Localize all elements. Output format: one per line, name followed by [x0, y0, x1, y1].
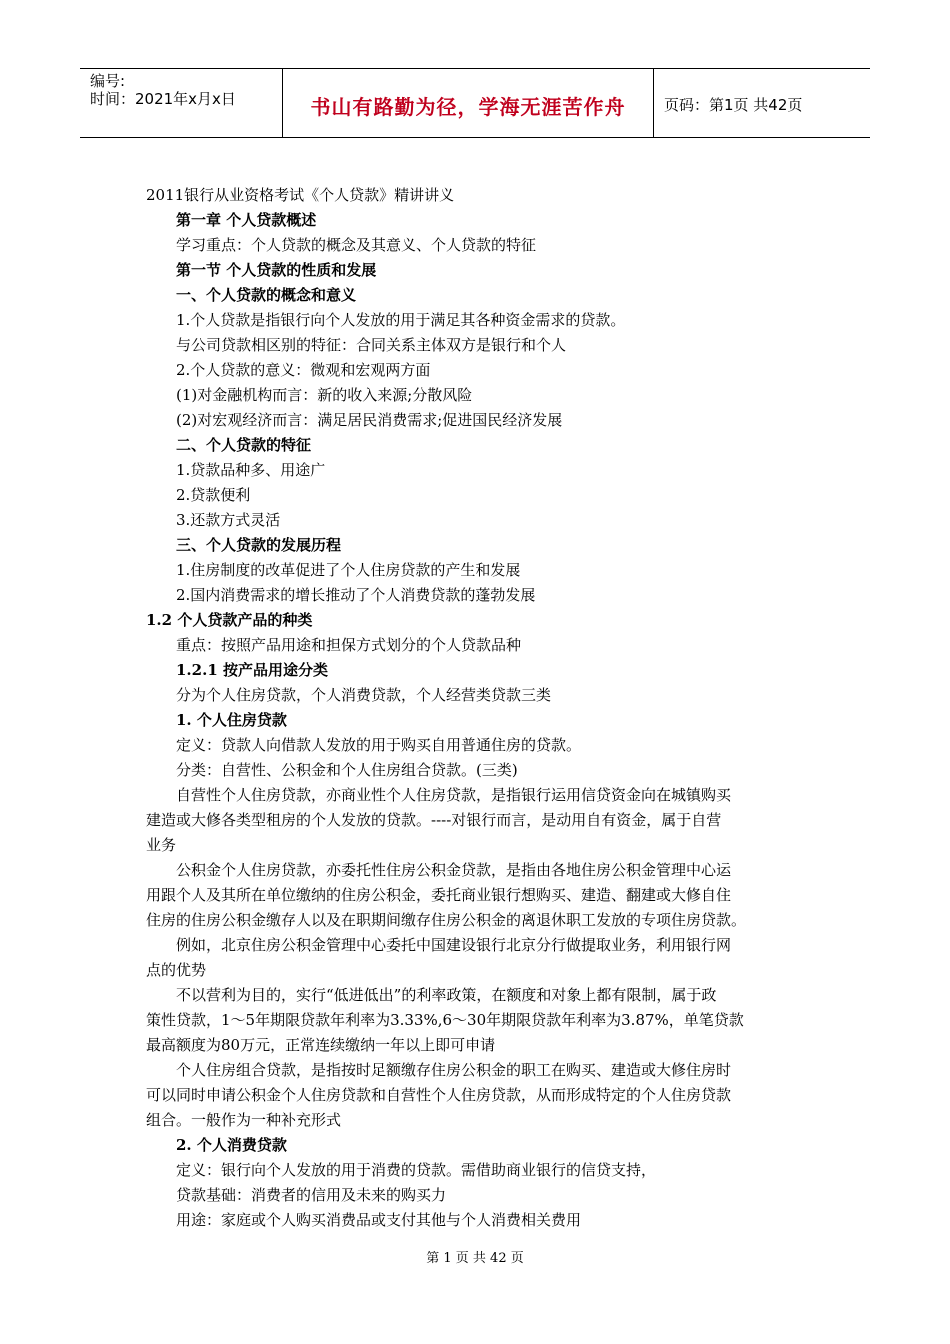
text-line: 2.贷款便利: [176, 486, 251, 504]
text-line: 自营性个人住房贷款，亦商业性个人住房贷款，是指银行运用信贷资金向在城镇购买: [176, 786, 732, 804]
text-line: 定义：贷款人向借款人发放的用于购买自用普通住房的贷款。: [176, 736, 582, 754]
text-line: 用途：家庭或个人购买消费品或支付其他与个人消费相关费用: [176, 1211, 582, 1229]
text-line: 建造或大修各类型租房的个人发放的贷款。----对银行而言，是动用自有资金，属于自营: [146, 811, 722, 829]
text-line: 例如，北京住房公积金管理中心委托中国建设银行北京分行做提取业务，利用银行网: [176, 936, 732, 954]
text-line: 住房的住房公积金缴存人以及在职期间缴存住房公积金的离退休职工发放的专项住房贷款。: [146, 911, 747, 929]
section-heading: 1. 个人住房贷款: [176, 711, 287, 729]
text-line: 3.还款方式灵活: [176, 511, 281, 529]
text-line: 组合。一般作为一种补充形式: [146, 1111, 342, 1129]
text-line: 2.个人贷款的意义：微观和宏观两方面: [176, 361, 431, 379]
text-line: 1.住房制度的改革促进了个人住房贷款的产生和发展: [176, 561, 521, 579]
text-line: 2.国内消费需求的增长推动了个人消费贷款的蓬勃发展: [176, 586, 536, 604]
document-body: [146, 183, 810, 1233]
text-line: 点的优势: [146, 961, 207, 979]
text-line: 最高额度为80万元，正常连续缴纳一年以上即可申请: [146, 1036, 496, 1054]
text-line: 策性贷款，1～5年期限贷款年利率为3.33%,6～30年期限贷款年利率为3.87%，单笔贷款: [146, 1011, 744, 1029]
text-line: 重点：按照产品用途和担保方式划分的个人贷款品种: [176, 636, 522, 654]
text-line: (1)对金融机构而言：新的收入来源;分散风险: [176, 386, 473, 404]
text-line: 公积金个人住房贷款，亦委托性住房公积金贷款，是指由各地住房公积金管理中心运: [176, 861, 732, 879]
page-header: [80, 68, 870, 138]
text-line: 1.贷款品种多、用途广: [176, 461, 326, 479]
header-meta-cell: [80, 69, 283, 137]
text-line: 分类：自营性、公积金和个人住房组合贷款。(三类): [176, 761, 518, 779]
header-motto-cell: [283, 69, 654, 137]
text-line: 学习重点：个人贷款的概念及其意义、个人贷款的特征: [176, 236, 537, 254]
text-line: 业务: [146, 836, 177, 854]
text-line: 与公司贷款相区别的特征：合同关系主体双方是银行和个人: [176, 336, 567, 354]
section-heading: 第一章 个人贷款概述: [176, 211, 317, 229]
document-number-label: 编号:: [90, 72, 126, 90]
text-line: 贷款基础：消费者的信用及未来的购买力: [176, 1186, 447, 1204]
section-heading: 1.2 个人贷款产品的种类: [146, 611, 313, 629]
header-page-info: 页码：第1页 共42页: [664, 96, 803, 114]
text-line: (2)对宏观经济而言：满足居民消费需求;促进国民经济发展: [176, 411, 563, 429]
text-line: 2011银行从业资格考试《个人贷款》精讲讲义: [146, 186, 455, 204]
text-line: 分为个人住房贷款，个人消费贷款，个人经营类贷款三类: [176, 686, 552, 704]
text-line: 1.个人贷款是指银行向个人发放的用于满足其各种资金需求的贷款。: [176, 311, 626, 329]
section-heading: 一、个人贷款的概念和意义: [176, 286, 357, 304]
section-heading: 1.2.1 按产品用途分类: [176, 661, 328, 679]
text-line: 可以同时申请公积金个人住房贷款和自营性个人住房贷款，从而形成特定的个人住房贷款: [146, 1086, 732, 1104]
text-line: 不以营利为目的，实行“低进低出”的利率政策，在额度和对象上都有限制，属于政: [176, 986, 717, 1004]
header-page-cell: [654, 69, 870, 137]
section-heading: 二、个人贷款的特征: [176, 436, 312, 454]
section-heading: 第一节 个人贷款的性质和发展: [176, 261, 377, 279]
page-footer: 第 1 页 共 42 页: [426, 1251, 524, 1266]
text-line: 用跟个人及其所在单位缴纳的住房公积金，委托商业银行想购买、建造、翻建或大修自住: [146, 886, 732, 904]
document-date: 时间：2021年x月x日: [90, 90, 236, 108]
text-line: 个人住房组合贷款，是指按时足额缴存住房公积金的职工在购买、建造或大修住房时: [176, 1061, 732, 1079]
header-motto: 书山有路勤为径，学海无涯苦作舟: [310, 95, 626, 119]
section-heading: 2. 个人消费贷款: [176, 1136, 287, 1154]
section-heading: 三、个人贷款的发展历程: [176, 536, 342, 554]
text-line: 定义：银行向个人发放的用于消费的贷款。需借助商业银行的信贷支持，: [176, 1161, 657, 1179]
